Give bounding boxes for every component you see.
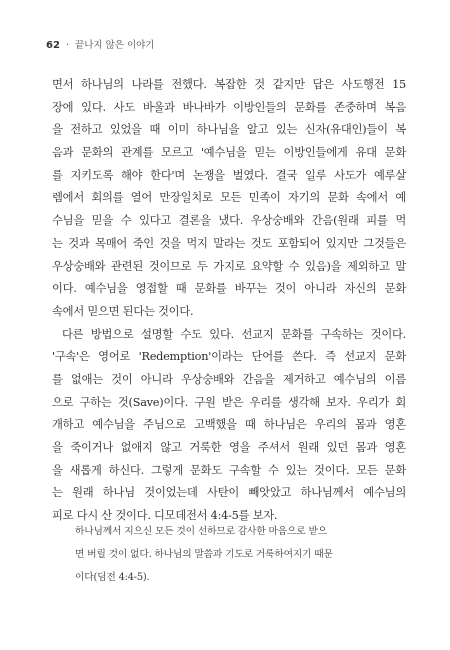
body-line: 장에 있다. 사도 바울과 바나바가 이방인들의 문화를 존중하며 복음 — [52, 100, 406, 114]
body-line: 를 없애는 것이 아니라 우상숭배와 간음을 제거하고 예수님의 이름 — [52, 372, 406, 386]
scripture-quote — [75, 520, 395, 589]
body-line: 으로 구하는 것(Save)이다. 구원 받은 우리를 생각해 보자. 우리가 회 — [52, 395, 406, 409]
body-line: 을 새롭게 하신다. 그렇게 문화도 구속할 수 있는 것이다. 모든 문화 — [52, 463, 406, 477]
quote-line: 이다(딤전 4:4-5). — [75, 572, 150, 583]
body-line: 우상숭배와 관련된 것이므로 두 가지로 요약할 수 있음)을 제외하고 말 — [52, 259, 406, 273]
body-line: 속에서 믿으면 된다는 것이다. — [52, 304, 194, 318]
body-line: 을 죽이거나 없애지 않고 거룩한 영을 주셔서 원래 있던 몸과 영혼 — [52, 441, 406, 454]
body-line: 렘에서 회의를 열어 만장일치로 모든 민족이 자기의 문화 속에서 예 — [52, 191, 406, 205]
body-line: 면서 하나님의 나라를 전했다. 복잡한 것 같지만 답은 사도행전 15 — [52, 78, 406, 91]
body-line: 개하고 예수님을 주님으로 고백했을 때 하나님은 우리의 몸과 영혼 — [52, 418, 406, 432]
page-number: 62 — [46, 40, 60, 51]
body-line: '구속'은 영어로 'Redemption'이라는 단어를 쓴다. 즉 선교지 문화 — [52, 350, 406, 364]
body-line: 는 것과 목매어 죽인 것을 먹지 말라는 것도 포함되어 있지만 그것들은 — [52, 236, 406, 250]
body-line: 를 지키도록 해야 한다'며 논쟁을 벌였다. 결국 일루 사도가 예루살 — [52, 168, 406, 182]
body-line: 을 전하고 있었을 때 이미 하나님을 알고 있는 신자(유대인)들이 복 — [52, 123, 406, 137]
body-text — [52, 74, 406, 528]
header-separator: · — [65, 40, 69, 51]
body-line: 수님을 믿을 수 있다고 결론을 냈다. 우상숭배와 간음(원래 피를 먹 — [52, 214, 406, 228]
quote-line: 면 버릴 것이 없다. 하나님의 말씀과 기도로 거룩하여지기 때문 — [75, 549, 333, 560]
running-header — [46, 37, 154, 51]
paragraph-first-line: 다른 방법으로 설명할 수도 있다. 선교지 문화를 구속하는 것이다. — [62, 327, 406, 341]
body-line: 는 원래 하나님 것이었는데 사탄이 빼앗았고 하나님께서 예수님의 — [52, 486, 406, 500]
quote-line: 하나님께서 지으신 모든 것이 선하므로 감사한 마음으로 받으 — [75, 526, 327, 537]
body-line: 피로 다시 산 것이다. 디모데전서 4:4-5를 보자. — [52, 509, 278, 523]
body-line: 이다. 예수님을 영접할 때 문화를 바꾸는 것이 아니라 자신의 문화 — [52, 282, 406, 296]
body-line: 음과 문화의 관계를 모르고 '예수님을 믿는 이방인들에게 유대 문화 — [52, 146, 406, 160]
book-title: 끝나지 않은 이야기 — [75, 40, 155, 51]
